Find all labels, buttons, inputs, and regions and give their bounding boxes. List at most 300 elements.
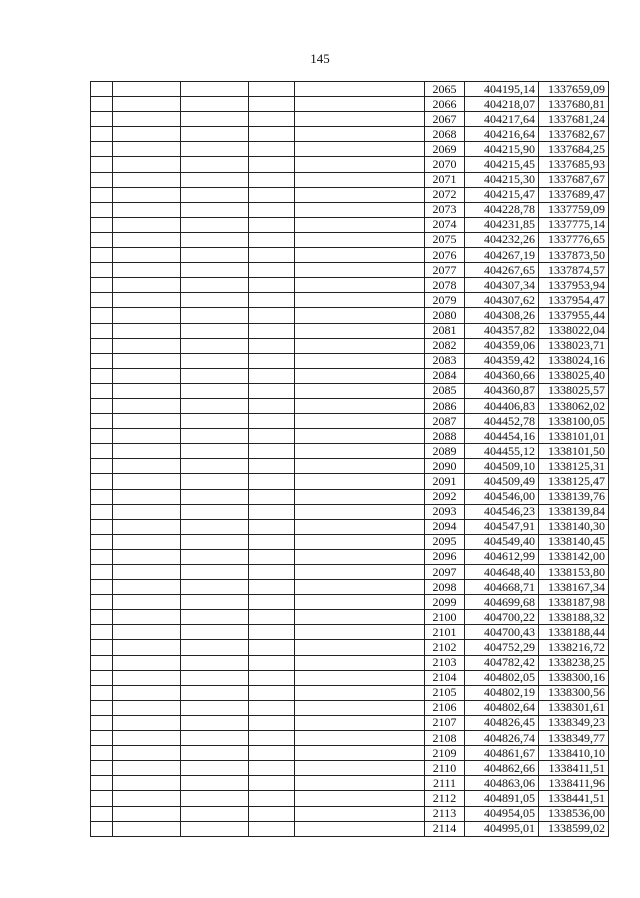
empty-cell (181, 444, 249, 459)
x-coordinate-cell: 404215,45 (465, 157, 539, 172)
x-coordinate-cell: 404232,26 (465, 232, 539, 247)
empty-cell (249, 610, 295, 625)
x-coordinate-cell: 404700,43 (465, 625, 539, 640)
empty-cell (295, 278, 425, 293)
x-coordinate-cell: 404307,62 (465, 293, 539, 308)
empty-cell (295, 217, 425, 232)
empty-cell (91, 112, 113, 127)
empty-cell (249, 127, 295, 142)
empty-cell (295, 263, 425, 278)
point-number-cell: 2093 (425, 504, 465, 519)
table-row (91, 444, 609, 459)
table-row (91, 821, 609, 836)
x-coordinate-cell: 404215,30 (465, 172, 539, 187)
y-coordinate-cell: 1338140,30 (539, 519, 609, 534)
x-coordinate-cell: 404360,87 (465, 383, 539, 398)
empty-cell (91, 293, 113, 308)
table-row (91, 398, 609, 413)
empty-cell (249, 338, 295, 353)
x-coordinate-cell: 404357,82 (465, 323, 539, 338)
table-row (91, 489, 609, 504)
empty-cell (113, 293, 181, 308)
page-number: 145 (310, 51, 330, 66)
empty-cell (181, 187, 249, 202)
y-coordinate-cell: 1337759,09 (539, 202, 609, 217)
empty-cell (91, 595, 113, 610)
y-coordinate-cell: 1338025,40 (539, 368, 609, 383)
y-coordinate-cell: 1338101,50 (539, 444, 609, 459)
empty-cell (113, 821, 181, 836)
empty-cell (249, 172, 295, 187)
point-number-cell: 2066 (425, 97, 465, 112)
table-row (91, 97, 609, 112)
table-row (91, 459, 609, 474)
empty-cell (249, 112, 295, 127)
empty-cell (113, 82, 181, 97)
empty-cell (181, 172, 249, 187)
empty-cell (181, 595, 249, 610)
y-coordinate-cell: 1337684,25 (539, 142, 609, 157)
empty-cell (249, 791, 295, 806)
empty-cell (113, 489, 181, 504)
empty-cell (295, 534, 425, 549)
empty-cell (181, 97, 249, 112)
point-number-cell: 2089 (425, 444, 465, 459)
empty-cell (91, 414, 113, 429)
point-number-cell: 2111 (425, 776, 465, 791)
x-coordinate-cell: 404217,64 (465, 112, 539, 127)
empty-cell (295, 821, 425, 836)
empty-cell (113, 444, 181, 459)
table-row (91, 549, 609, 564)
table-row (91, 565, 609, 580)
empty-cell (91, 625, 113, 640)
x-coordinate-cell: 404228,78 (465, 202, 539, 217)
x-coordinate-cell: 404700,22 (465, 610, 539, 625)
empty-cell (295, 489, 425, 504)
x-coordinate-cell: 404891,05 (465, 791, 539, 806)
empty-cell (181, 519, 249, 534)
empty-cell (181, 263, 249, 278)
empty-cell (113, 263, 181, 278)
empty-cell (91, 383, 113, 398)
y-coordinate-cell: 1338062,02 (539, 398, 609, 413)
empty-cell (295, 248, 425, 263)
empty-cell (181, 685, 249, 700)
empty-cell (181, 791, 249, 806)
y-coordinate-cell: 1338441,51 (539, 791, 609, 806)
table-row (91, 127, 609, 142)
empty-cell (249, 263, 295, 278)
empty-cell (113, 565, 181, 580)
table-row (91, 776, 609, 791)
empty-cell (181, 821, 249, 836)
empty-cell (113, 353, 181, 368)
empty-cell (295, 157, 425, 172)
y-coordinate-cell: 1338536,00 (539, 806, 609, 821)
empty-cell (249, 248, 295, 263)
empty-cell (91, 640, 113, 655)
table-row (91, 187, 609, 202)
x-coordinate-cell: 404802,19 (465, 685, 539, 700)
table-row (91, 580, 609, 595)
x-coordinate-cell: 404454,16 (465, 429, 539, 444)
y-coordinate-cell: 1338100,05 (539, 414, 609, 429)
empty-cell (181, 308, 249, 323)
empty-cell (91, 776, 113, 791)
empty-cell (295, 338, 425, 353)
empty-cell (249, 429, 295, 444)
y-coordinate-cell: 1338238,25 (539, 655, 609, 670)
table-row (91, 217, 609, 232)
empty-cell (181, 776, 249, 791)
y-coordinate-cell: 1338300,56 (539, 685, 609, 700)
table-row (91, 670, 609, 685)
table-row (91, 202, 609, 217)
empty-cell (295, 565, 425, 580)
empty-cell (91, 761, 113, 776)
point-number-cell: 2107 (425, 715, 465, 730)
x-coordinate-cell: 404406,83 (465, 398, 539, 413)
table-row (91, 806, 609, 821)
empty-cell (181, 217, 249, 232)
point-number-cell: 2071 (425, 172, 465, 187)
empty-cell (295, 127, 425, 142)
empty-cell (91, 731, 113, 746)
point-number-cell: 2086 (425, 398, 465, 413)
table-row (91, 157, 609, 172)
empty-cell (113, 217, 181, 232)
y-coordinate-cell: 1337685,93 (539, 157, 609, 172)
empty-cell (249, 549, 295, 564)
x-coordinate-cell: 404863,06 (465, 776, 539, 791)
y-coordinate-cell: 1337689,47 (539, 187, 609, 202)
empty-cell (113, 127, 181, 142)
empty-cell (181, 248, 249, 263)
empty-cell (91, 202, 113, 217)
empty-cell (249, 746, 295, 761)
empty-cell (249, 278, 295, 293)
empty-cell (295, 353, 425, 368)
table-row (91, 700, 609, 715)
point-number-cell: 2106 (425, 700, 465, 715)
empty-cell (181, 715, 249, 730)
empty-cell (249, 142, 295, 157)
empty-cell (295, 82, 425, 97)
empty-cell (181, 746, 249, 761)
empty-cell (249, 565, 295, 580)
y-coordinate-cell: 1337953,94 (539, 278, 609, 293)
empty-cell (91, 127, 113, 142)
empty-cell (295, 731, 425, 746)
point-number-cell: 2114 (425, 821, 465, 836)
x-coordinate-cell: 404215,47 (465, 187, 539, 202)
y-coordinate-cell: 1338139,84 (539, 504, 609, 519)
x-coordinate-cell: 404862,66 (465, 761, 539, 776)
point-number-cell: 2104 (425, 670, 465, 685)
empty-cell (91, 791, 113, 806)
empty-cell (91, 806, 113, 821)
empty-cell (91, 97, 113, 112)
empty-cell (181, 731, 249, 746)
empty-cell (249, 459, 295, 474)
y-coordinate-cell: 1337954,47 (539, 293, 609, 308)
coordinates-table (90, 81, 609, 837)
empty-cell (295, 610, 425, 625)
y-coordinate-cell: 1338022,04 (539, 323, 609, 338)
empty-cell (181, 323, 249, 338)
empty-cell (113, 278, 181, 293)
empty-cell (91, 232, 113, 247)
empty-cell (295, 580, 425, 595)
empty-cell (295, 549, 425, 564)
y-coordinate-cell: 1338411,51 (539, 761, 609, 776)
empty-cell (295, 474, 425, 489)
empty-cell (91, 474, 113, 489)
table-row (91, 791, 609, 806)
empty-cell (181, 157, 249, 172)
empty-cell (91, 142, 113, 157)
empty-cell (113, 97, 181, 112)
point-number-cell: 2067 (425, 112, 465, 127)
point-number-cell: 2085 (425, 383, 465, 398)
empty-cell (91, 172, 113, 187)
empty-cell (295, 308, 425, 323)
point-number-cell: 2082 (425, 338, 465, 353)
empty-cell (181, 489, 249, 504)
empty-cell (91, 519, 113, 534)
empty-cell (113, 715, 181, 730)
table-row (91, 172, 609, 187)
empty-cell (249, 398, 295, 413)
table-row (91, 323, 609, 338)
empty-cell (181, 127, 249, 142)
empty-cell (181, 534, 249, 549)
empty-cell (113, 640, 181, 655)
empty-cell (295, 187, 425, 202)
empty-cell (91, 700, 113, 715)
table-row (91, 82, 609, 97)
empty-cell (181, 580, 249, 595)
empty-cell (295, 700, 425, 715)
x-coordinate-cell: 404549,40 (465, 534, 539, 549)
y-coordinate-cell: 1338142,00 (539, 549, 609, 564)
point-number-cell: 2069 (425, 142, 465, 157)
table-row (91, 655, 609, 670)
empty-cell (295, 414, 425, 429)
y-coordinate-cell: 1338599,02 (539, 821, 609, 836)
empty-cell (181, 142, 249, 157)
y-coordinate-cell: 1338101,01 (539, 429, 609, 444)
empty-cell (249, 157, 295, 172)
point-number-cell: 2113 (425, 806, 465, 821)
point-number-cell: 2109 (425, 746, 465, 761)
empty-cell (249, 776, 295, 791)
empty-cell (249, 383, 295, 398)
empty-cell (91, 278, 113, 293)
x-coordinate-cell: 404699,68 (465, 595, 539, 610)
empty-cell (295, 232, 425, 247)
table-row (91, 625, 609, 640)
empty-cell (249, 474, 295, 489)
empty-cell (249, 595, 295, 610)
empty-cell (181, 202, 249, 217)
empty-cell (181, 549, 249, 564)
y-coordinate-cell: 1338349,23 (539, 715, 609, 730)
x-coordinate-cell: 404231,85 (465, 217, 539, 232)
x-coordinate-cell: 404668,71 (465, 580, 539, 595)
x-coordinate-cell: 404802,64 (465, 700, 539, 715)
x-coordinate-cell: 404452,78 (465, 414, 539, 429)
x-coordinate-cell: 404215,90 (465, 142, 539, 157)
empty-cell (295, 293, 425, 308)
empty-cell (249, 217, 295, 232)
point-number-cell: 2097 (425, 565, 465, 580)
empty-cell (249, 715, 295, 730)
table-row (91, 429, 609, 444)
empty-cell (249, 806, 295, 821)
empty-cell (249, 504, 295, 519)
empty-cell (113, 731, 181, 746)
empty-cell (181, 368, 249, 383)
y-coordinate-cell: 1337681,24 (539, 112, 609, 127)
empty-cell (113, 414, 181, 429)
empty-cell (295, 761, 425, 776)
empty-cell (181, 655, 249, 670)
empty-cell (295, 746, 425, 761)
empty-cell (113, 338, 181, 353)
empty-cell (113, 142, 181, 157)
x-coordinate-cell: 404308,26 (465, 308, 539, 323)
empty-cell (249, 489, 295, 504)
empty-cell (113, 202, 181, 217)
empty-cell (91, 565, 113, 580)
empty-cell (113, 761, 181, 776)
y-coordinate-cell: 1338188,44 (539, 625, 609, 640)
empty-cell (91, 489, 113, 504)
empty-cell (113, 610, 181, 625)
point-number-cell: 2103 (425, 655, 465, 670)
point-number-cell: 2088 (425, 429, 465, 444)
point-number-cell: 2098 (425, 580, 465, 595)
empty-cell (295, 323, 425, 338)
empty-cell (91, 308, 113, 323)
point-number-cell: 2096 (425, 549, 465, 564)
point-number-cell: 2087 (425, 414, 465, 429)
x-coordinate-cell: 404826,45 (465, 715, 539, 730)
empty-cell (91, 398, 113, 413)
y-coordinate-cell: 1338188,32 (539, 610, 609, 625)
point-number-cell: 2110 (425, 761, 465, 776)
empty-cell (91, 459, 113, 474)
x-coordinate-cell: 404612,99 (465, 549, 539, 564)
x-coordinate-cell: 404359,42 (465, 353, 539, 368)
empty-cell (113, 595, 181, 610)
point-number-cell: 2084 (425, 368, 465, 383)
empty-cell (295, 97, 425, 112)
empty-cell (113, 172, 181, 187)
table-row (91, 112, 609, 127)
point-number-cell: 2065 (425, 82, 465, 97)
empty-cell (113, 383, 181, 398)
x-coordinate-cell: 404455,12 (465, 444, 539, 459)
table-row (91, 308, 609, 323)
empty-cell (91, 715, 113, 730)
empty-cell (113, 685, 181, 700)
x-coordinate-cell: 404267,19 (465, 248, 539, 263)
empty-cell (91, 323, 113, 338)
empty-cell (91, 746, 113, 761)
x-coordinate-cell: 404802,05 (465, 670, 539, 685)
empty-cell (181, 398, 249, 413)
x-coordinate-cell: 404509,49 (465, 474, 539, 489)
y-coordinate-cell: 1338125,47 (539, 474, 609, 489)
empty-cell (113, 368, 181, 383)
empty-cell (113, 670, 181, 685)
point-number-cell: 2091 (425, 474, 465, 489)
point-number-cell: 2101 (425, 625, 465, 640)
empty-cell (91, 353, 113, 368)
empty-cell (91, 685, 113, 700)
table-row (91, 595, 609, 610)
y-coordinate-cell: 1338023,71 (539, 338, 609, 353)
empty-cell (113, 474, 181, 489)
empty-cell (181, 82, 249, 97)
table-row (91, 248, 609, 263)
table-row (91, 610, 609, 625)
y-coordinate-cell: 1338139,76 (539, 489, 609, 504)
table-row (91, 232, 609, 247)
y-coordinate-cell: 1338024,16 (539, 353, 609, 368)
x-coordinate-cell: 404509,10 (465, 459, 539, 474)
empty-cell (295, 519, 425, 534)
empty-cell (113, 398, 181, 413)
empty-cell (113, 791, 181, 806)
y-coordinate-cell: 1338410,10 (539, 746, 609, 761)
y-coordinate-cell: 1338167,34 (539, 580, 609, 595)
empty-cell (181, 429, 249, 444)
empty-cell (249, 187, 295, 202)
point-number-cell: 2108 (425, 731, 465, 746)
empty-cell (295, 504, 425, 519)
empty-cell (295, 595, 425, 610)
empty-cell (249, 640, 295, 655)
x-coordinate-cell: 404307,34 (465, 278, 539, 293)
point-number-cell: 2077 (425, 263, 465, 278)
empty-cell (91, 82, 113, 97)
empty-cell (295, 670, 425, 685)
empty-cell (91, 248, 113, 263)
empty-cell (295, 715, 425, 730)
empty-cell (181, 761, 249, 776)
empty-cell (249, 655, 295, 670)
empty-cell (295, 202, 425, 217)
empty-cell (249, 761, 295, 776)
empty-cell (181, 293, 249, 308)
empty-cell (295, 398, 425, 413)
empty-cell (113, 323, 181, 338)
empty-cell (91, 610, 113, 625)
empty-cell (295, 625, 425, 640)
empty-cell (113, 655, 181, 670)
point-number-cell: 2094 (425, 519, 465, 534)
y-coordinate-cell: 1338216,72 (539, 640, 609, 655)
point-number-cell: 2081 (425, 323, 465, 338)
empty-cell (249, 625, 295, 640)
empty-cell (249, 685, 295, 700)
empty-cell (181, 414, 249, 429)
table-row (91, 519, 609, 534)
